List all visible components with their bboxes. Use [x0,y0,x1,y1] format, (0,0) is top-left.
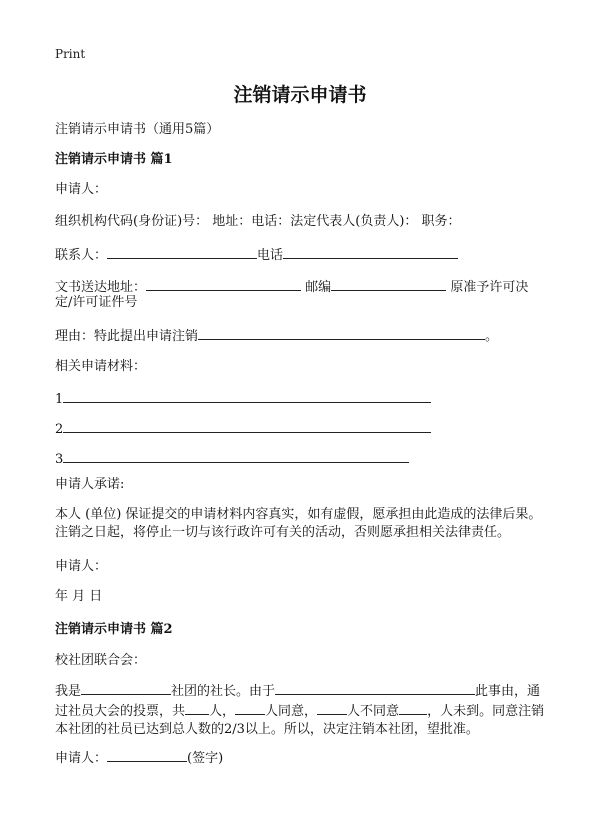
text-e: 人， [209,704,236,719]
agree-blank [235,701,265,715]
material-blank-2 [63,419,431,433]
address-blank [146,277,301,291]
signature-blank [107,748,187,762]
text-b: 社团的社长。由于 [171,684,276,699]
reason-blank [198,326,485,340]
document-title: 注销请示申请书 [233,84,367,106]
contact-line [55,245,458,264]
addressee: 校社团联合会： [55,653,147,668]
org-info-line: 组织机构代码(身份证)号： 地址：电话：法定代表人(负责人)： 职务： [55,214,461,229]
disagree-blank [317,701,347,715]
text-d: 通过社员大会的投票，共 [55,684,541,719]
promise-paragraph: 本人 (单位) 保证提交的申请材料内容真实，如有虚假，愿承担由此造成的法律后果。注销之日起，将停止一切与该行政许可有关的活动，否则愿承担相关法律责任。 [55,507,542,540]
reason-end: 。 [485,329,499,344]
text-g: 人不同意 [347,704,400,719]
promise-label: 申请人承诺: [55,477,125,492]
subtitle: 注销请示申请书（通用5篇） [55,122,220,137]
postcode-label: 邮编 [305,280,332,295]
reason-line [55,326,498,345]
date-line: 年 月 日 [55,589,103,604]
section-heading-1: 注销请示申请书 篇1 [55,152,173,167]
material-number-1: 1 [55,392,64,407]
club-name-blank [81,681,171,695]
text-f: 人同意， [265,704,318,719]
text-c: 此事由， [475,684,528,699]
section-heading-2: 注销请示申请书 篇2 [55,622,173,637]
materials-label: 相关申请材料： [55,359,147,374]
cause-blank [275,681,475,695]
absent-blank [399,701,427,715]
text-h: ，人未到。同意注销本社团的社员已达到总人数的2/3以上。所以，决定注销本社团，望批准。 [55,704,545,737]
part2-applicant-line [55,748,223,767]
material-line-3 [55,449,409,468]
postcode-blank [331,277,446,291]
print-label: Print [55,47,86,61]
material-blank-3 [63,449,409,463]
material-line-1 [55,389,431,408]
material-blank-1 [63,389,431,403]
material-line-2 [55,419,431,438]
sign-label: (签字) [187,751,224,766]
part2-paragraph [55,681,550,739]
reason-label: 理由：特此提出申请注销 [55,329,199,344]
license-label-b: 定/许可证件号 [55,295,138,310]
license-label-a: 原准予许可决 [450,280,529,295]
address-label: 文书送达地址： [55,280,147,295]
contact-label: 联系人： [55,248,108,263]
phone-blank [283,245,458,259]
material-number-3: 3 [55,452,64,467]
applicant-sign-label: 申请人： [55,559,108,574]
contact-blank [107,245,257,259]
part2-applicant-label: 申请人： [55,751,108,766]
phone-label: 电话 [257,248,284,263]
applicant-label: 申请人： [55,182,108,197]
material-number-2: 2 [55,422,64,437]
total-blank [185,701,209,715]
text-a: 我是 [55,684,82,699]
